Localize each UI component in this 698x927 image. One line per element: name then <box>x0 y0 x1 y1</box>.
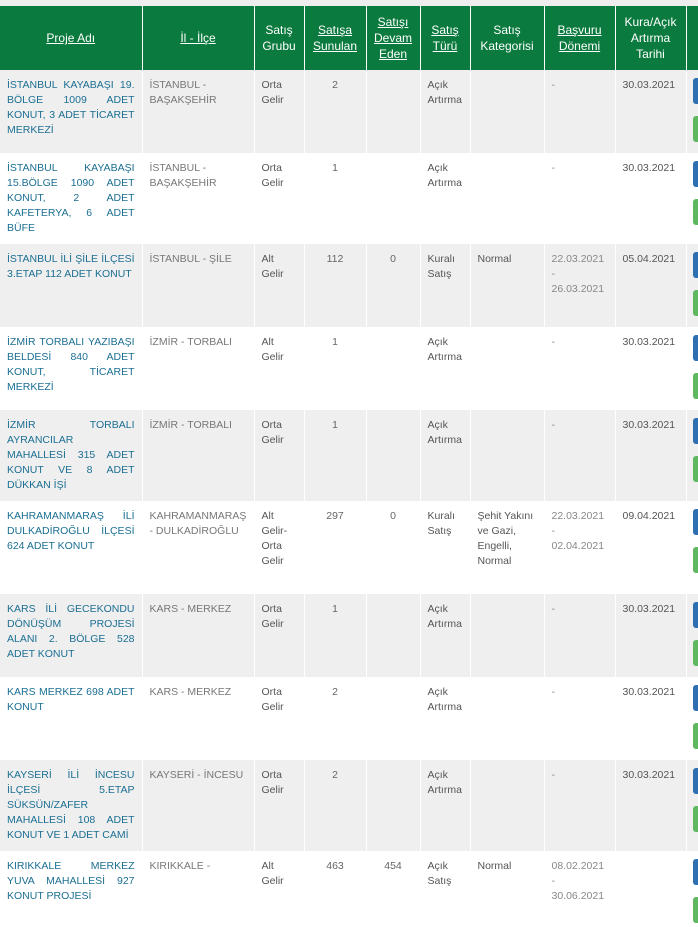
sale-category-cell <box>470 327 544 410</box>
apply-button[interactable] <box>693 373 698 399</box>
sale-category-cell <box>470 70 544 153</box>
offered-count-cell <box>304 70 366 153</box>
ongoing-count-cell-text: 0 <box>390 510 396 522</box>
application-period-cell <box>544 851 615 927</box>
sale-group-cell-text: Orta Gelir <box>261 419 284 446</box>
period-end-text: 30.06.2021 <box>551 890 605 902</box>
sale-type-cell <box>420 851 470 927</box>
location-cell <box>142 677 254 760</box>
header-draw-date-label: Kura/Açık Artırma Tarihi <box>624 15 677 61</box>
sale-category-cell-text: Normal <box>477 253 512 265</box>
header-group <box>254 6 304 70</box>
offered-count-cell <box>304 851 366 927</box>
offered-count-cell-text: 1 <box>332 419 338 431</box>
period-start-text: - <box>551 686 555 698</box>
header-group-label: Satış Grubu <box>262 23 296 53</box>
project-name-link-text[interactable]: İSTANBUL KAYABAŞI 15.BÖLGE 1090 ADET KONUT, 2 ADET KAFETERYA, 6 ADET BÜFE <box>7 162 135 234</box>
draw-date-text: 30.03.2021 <box>622 336 676 348</box>
sale-category-cell <box>470 594 544 677</box>
table-header-row <box>0 6 698 70</box>
project-name-link-text[interactable]: KARS MERKEZ 698 ADET KONUT <box>7 686 135 713</box>
sale-type-cell <box>420 760 470 851</box>
sale-category-cell <box>470 410 544 501</box>
period-start-text: - <box>551 603 555 615</box>
location-cell <box>142 153 254 244</box>
project-name-link-text[interactable]: KAYSERİ İLİ İNCESU İLÇESİ 5.ETAP SÜKSÜN/ZAFER MAHALLESİ 108 ADET KONUT VE 1 ADET CAMİ <box>7 769 135 841</box>
project-name-link[interactable] <box>0 677 142 760</box>
table-row <box>0 153 698 244</box>
draw-date-cell <box>615 70 686 153</box>
details-button[interactable] <box>693 335 698 361</box>
period-start-text: - <box>551 336 555 348</box>
location-cell-text: İZMİR - TORBALI <box>149 336 232 348</box>
period-start-text: 22.03.2021 <box>551 253 605 265</box>
period-start-text: 22.03.2021 <box>551 510 605 522</box>
sale-type-cell-text: Kuralı Satış <box>427 510 455 537</box>
sale-type-cell <box>420 327 470 410</box>
table-row <box>0 70 698 153</box>
period-start-text: 08.02.2021 <box>551 860 605 872</box>
offered-count-cell-text: 1 <box>332 603 338 615</box>
offered-count-cell <box>304 501 366 594</box>
sale-type-cell <box>420 501 470 594</box>
sale-group-cell <box>254 851 304 927</box>
table-row <box>0 594 698 677</box>
apply-button[interactable] <box>693 290 698 316</box>
project-name-link[interactable] <box>0 501 142 594</box>
sale-group-cell <box>254 153 304 244</box>
period-sep-text: - <box>551 875 555 887</box>
ongoing-count-cell <box>366 153 420 244</box>
details-button[interactable] <box>693 161 698 187</box>
apply-button[interactable] <box>693 897 698 923</box>
row-actions-cell <box>686 760 698 851</box>
sale-group-cell-text: Alt Gelir <box>261 860 284 887</box>
offered-count-cell-text: 2 <box>332 769 338 781</box>
application-period-cell <box>544 153 615 244</box>
header-project[interactable] <box>0 6 142 70</box>
table-row <box>0 327 698 410</box>
sale-group-cell-text: Orta Gelir <box>261 162 284 189</box>
location-cell <box>142 501 254 594</box>
draw-date-text: 30.03.2021 <box>622 419 676 431</box>
project-name-link-text[interactable]: İZMİR TORBALI AYRANCILAR MAHALLESİ 315 ADET KONUT VE 8 ADET DÜKKAN İŞİ <box>7 419 135 491</box>
location-cell <box>142 327 254 410</box>
sale-type-cell <box>420 244 470 327</box>
period-start-text: - <box>551 419 555 431</box>
location-cell-text: KAYSERİ - İNCESU <box>149 769 244 781</box>
sale-group-cell <box>254 70 304 153</box>
details-button[interactable] <box>693 509 698 535</box>
period-end-text: 26.03.2021 <box>551 283 605 295</box>
location-cell-text: KARS - MERKEZ <box>149 603 232 615</box>
location-cell-text: KARS - MERKEZ <box>149 686 232 698</box>
offered-count-cell-text: 1 <box>332 162 338 174</box>
application-period-cell <box>544 677 615 760</box>
project-name-link[interactable] <box>0 153 142 244</box>
header-actions <box>686 6 698 70</box>
offered-count-cell <box>304 594 366 677</box>
sale-category-cell <box>470 760 544 851</box>
ongoing-count-cell <box>366 851 420 927</box>
project-name-link[interactable] <box>0 327 142 410</box>
sale-type-cell <box>420 153 470 244</box>
ongoing-count-cell <box>366 70 420 153</box>
project-name-link[interactable] <box>0 851 142 927</box>
table-row <box>0 244 698 327</box>
location-cell <box>142 410 254 501</box>
row-actions-cell <box>686 594 698 677</box>
draw-date-cell <box>615 594 686 677</box>
header-category <box>470 6 544 70</box>
project-name-link-text[interactable]: İSTANBUL KAYABAŞI 19. BÖLGE 1009 ADET KONUT, 3 ADET TİCARET MERKEZİ <box>7 79 135 136</box>
sale-type-cell-text: Açık Artırma <box>427 79 462 106</box>
period-sep-text: - <box>551 268 555 280</box>
sale-type-cell-text: Açık Artırma <box>427 336 462 363</box>
sale-group-cell-text: Orta Gelir <box>261 769 284 796</box>
sale-type-cell-text: Açık Artırma <box>427 686 462 713</box>
location-cell-text: İZMİR - TORBALI <box>149 419 232 431</box>
location-cell <box>142 70 254 153</box>
project-name-link-text[interactable]: KARS İLİ GECEKONDU DÖNÜŞÜM PROJESİ ALANI 2. BÖLGE 528 ADET KONUT <box>7 603 135 660</box>
sale-group-cell-text: Orta Gelir <box>261 79 284 106</box>
draw-date-text: 30.03.2021 <box>622 603 676 615</box>
draw-date-text: 09.04.2021 <box>622 510 676 522</box>
draw-date-text: 30.03.2021 <box>622 79 676 91</box>
ongoing-count-cell <box>366 760 420 851</box>
header-ongoing[interactable] <box>366 6 420 70</box>
details-button[interactable] <box>693 602 698 628</box>
ongoing-count-cell <box>366 501 420 594</box>
project-name-link-text[interactable]: İSTANBUL İLİ ŞİLE İLÇESİ 3.ETAP 112 ADET KONUT <box>7 253 135 280</box>
row-actions-cell <box>686 153 698 244</box>
sale-type-cell-text: Açık Artırma <box>427 419 462 446</box>
offered-count-cell-text: 112 <box>326 253 344 265</box>
sale-type-cell <box>420 594 470 677</box>
ongoing-count-cell <box>366 677 420 760</box>
apply-button[interactable] <box>693 806 698 832</box>
draw-date-text: 05.04.2021 <box>622 253 676 265</box>
project-name-link[interactable] <box>0 70 142 153</box>
table-row <box>0 760 698 851</box>
sort-location-link[interactable]: İl - İlçe <box>180 31 216 45</box>
offered-count-cell-text: 463 <box>326 860 344 872</box>
sale-group-cell <box>254 760 304 851</box>
location-cell-text: KIRIKKALE - <box>149 860 211 872</box>
details-button[interactable] <box>693 252 698 278</box>
draw-date-cell <box>615 501 686 594</box>
project-name-link[interactable] <box>0 244 142 327</box>
period-sep-text: - <box>551 525 555 537</box>
apply-button[interactable] <box>693 456 698 482</box>
location-cell-text: KAHRAMANMARAŞ - DULKADİROĞLU <box>149 510 247 537</box>
draw-date-cell <box>615 760 686 851</box>
sale-group-cell-text: Orta Gelir <box>261 603 284 630</box>
period-start-text: - <box>551 769 555 781</box>
sale-group-cell <box>254 677 304 760</box>
sale-category-cell <box>470 244 544 327</box>
sale-group-cell-text: Alt Gelir-Orta Gelir <box>261 510 288 567</box>
ongoing-count-cell-text: 454 <box>384 860 402 872</box>
sale-group-cell <box>254 501 304 594</box>
apply-button[interactable] <box>693 199 698 225</box>
table-row <box>0 501 698 594</box>
location-cell-text: İSTANBUL - BAŞAKŞEHİR <box>149 162 217 189</box>
sale-type-cell-text: Açık Artırma <box>427 769 462 796</box>
application-period-cell <box>544 70 615 153</box>
project-name-link[interactable] <box>0 594 142 677</box>
project-name-link-text[interactable]: KAHRAMANMARAŞ İLİ DULKADİROĞLU İLÇESİ 624 ADET KONUT <box>7 510 135 552</box>
offered-count-cell-text: 297 <box>326 510 344 522</box>
row-actions-cell <box>686 501 698 594</box>
offered-count-cell <box>304 760 366 851</box>
application-period-cell <box>544 327 615 410</box>
project-name-link-text[interactable]: İZMİR TORBALI YAZIBAŞI BELDESİ 840 ADET KONUT, TİCARET MERKEZİ <box>7 336 135 393</box>
apply-button[interactable] <box>693 116 698 142</box>
apply-button[interactable] <box>693 640 698 666</box>
sale-group-cell <box>254 410 304 501</box>
row-actions-cell <box>686 244 698 327</box>
ongoing-count-cell <box>366 244 420 327</box>
offered-count-cell <box>304 153 366 244</box>
sale-group-cell-text: Alt Gelir <box>261 253 284 280</box>
sale-type-cell <box>420 410 470 501</box>
sale-category-cell <box>470 677 544 760</box>
sale-category-cell-text: Normal <box>477 860 512 872</box>
project-name-link-text[interactable]: KIRIKKALE MERKEZ YUVA MAHALLESİ 927 KONUT PROJESİ <box>7 860 135 902</box>
offered-count-cell-text: 1 <box>332 336 338 348</box>
offered-count-cell <box>304 327 366 410</box>
sale-category-cell <box>470 153 544 244</box>
details-button[interactable] <box>693 859 698 885</box>
sale-group-cell-text: Alt Gelir <box>261 336 284 363</box>
draw-date-text: 30.03.2021 <box>622 162 676 174</box>
apply-button[interactable] <box>693 547 698 573</box>
apply-button[interactable] <box>693 723 698 749</box>
draw-date-cell <box>615 851 686 927</box>
location-cell <box>142 760 254 851</box>
sale-type-cell <box>420 677 470 760</box>
ongoing-count-cell <box>366 410 420 501</box>
draw-date-cell <box>615 244 686 327</box>
project-name-link[interactable] <box>0 760 142 851</box>
details-button[interactable] <box>693 685 698 711</box>
project-name-link[interactable] <box>0 410 142 501</box>
draw-date-text: 30.03.2021 <box>622 686 676 698</box>
sort-offered-link[interactable]: Satışa Sunulan <box>312 23 358 53</box>
location-cell-text: İSTANBUL - ŞİLE <box>149 253 232 265</box>
sort-ongoing-link[interactable]: Satışı Devam Eden <box>373 15 412 61</box>
period-end-text: 02.04.2021 <box>551 540 605 552</box>
sale-category-cell <box>470 501 544 594</box>
location-cell <box>142 244 254 327</box>
row-actions-cell <box>686 677 698 760</box>
draw-date-cell <box>615 677 686 760</box>
ongoing-count-cell <box>366 594 420 677</box>
location-cell <box>142 594 254 677</box>
table-row <box>0 677 698 760</box>
sale-type-cell-text: Açık Artırma <box>427 162 462 189</box>
header-offered[interactable] <box>304 6 366 70</box>
sale-group-cell <box>254 594 304 677</box>
sale-group-cell-text: Orta Gelir <box>261 686 284 713</box>
application-period-cell <box>544 594 615 677</box>
location-cell <box>142 851 254 927</box>
details-button[interactable] <box>693 78 698 104</box>
sale-type-cell <box>420 70 470 153</box>
offered-count-cell <box>304 410 366 501</box>
row-actions-cell <box>686 410 698 501</box>
period-start-text: - <box>551 162 555 174</box>
ongoing-count-cell-text: 0 <box>390 253 396 265</box>
offered-count-cell-text: 2 <box>332 686 338 698</box>
offered-count-cell <box>304 677 366 760</box>
location-cell-text: İSTANBUL - BAŞAKŞEHİR <box>149 79 217 106</box>
row-actions-cell <box>686 327 698 410</box>
application-period-cell <box>544 410 615 501</box>
sale-group-cell <box>254 327 304 410</box>
sort-type-link[interactable]: Satış Türü <box>431 23 459 53</box>
header-period[interactable] <box>544 6 615 70</box>
draw-date-cell <box>615 327 686 410</box>
row-actions-cell <box>686 851 698 927</box>
draw-date-cell <box>615 153 686 244</box>
sale-type-cell-text: Açık Satış <box>427 860 452 887</box>
header-type[interactable] <box>420 6 470 70</box>
table-row <box>0 410 698 501</box>
sort-period-link[interactable]: Başvuru Dönemi <box>557 23 602 53</box>
header-location[interactable] <box>142 6 254 70</box>
details-button[interactable] <box>693 418 698 444</box>
draw-date-text: 30.03.2021 <box>622 769 676 781</box>
offered-count-cell <box>304 244 366 327</box>
application-period-cell <box>544 244 615 327</box>
ongoing-count-cell <box>366 327 420 410</box>
row-actions-cell <box>686 70 698 153</box>
details-button[interactable] <box>693 768 698 794</box>
sale-type-cell-text: Kuralı Satış <box>427 253 455 280</box>
header-draw-date <box>615 6 686 70</box>
projects-table <box>0 6 698 927</box>
application-period-cell <box>544 760 615 851</box>
sale-category-cell-text: Şehit Yakını ve Gazi, Engelli, Normal <box>477 510 534 567</box>
sale-category-cell <box>470 851 544 927</box>
sale-type-cell-text: Açık Artırma <box>427 603 462 630</box>
period-start-text: - <box>551 79 555 91</box>
sale-group-cell <box>254 244 304 327</box>
draw-date-cell <box>615 410 686 501</box>
header-category-label: Satış Kategorisi <box>480 23 534 53</box>
table-row <box>0 851 698 927</box>
offered-count-cell-text: 2 <box>332 79 338 91</box>
sort-project-link[interactable]: Proje Adı <box>46 31 96 45</box>
application-period-cell <box>544 501 615 594</box>
